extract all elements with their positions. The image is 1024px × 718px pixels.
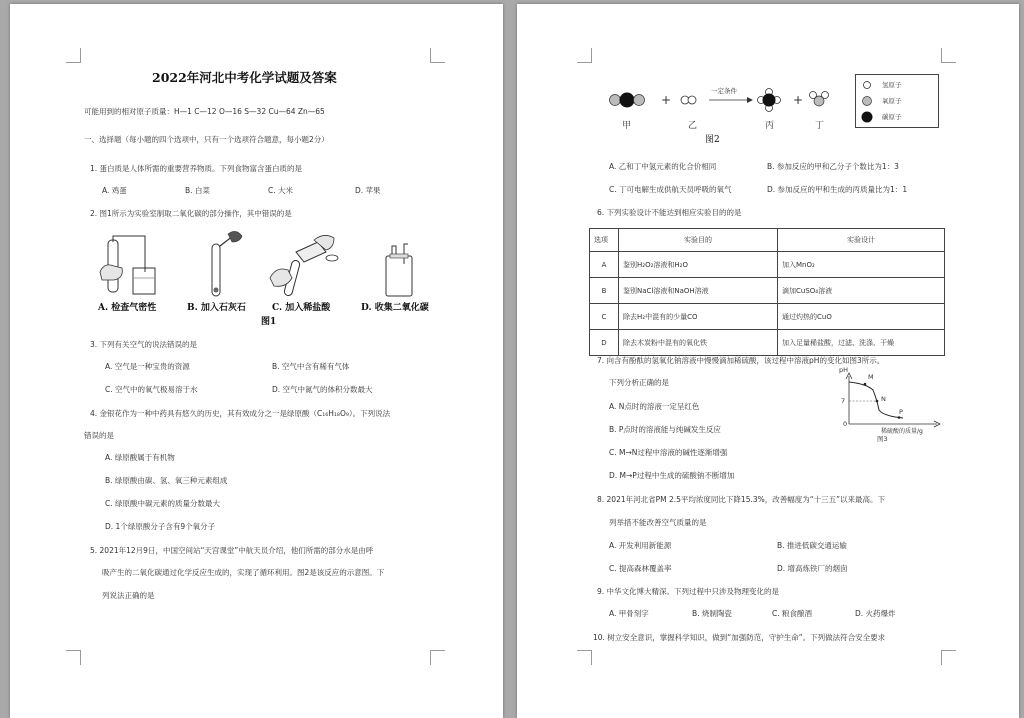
table-cell: D <box>590 330 619 356</box>
q3-option: A. 空气是一种宝贵的资源 <box>105 362 190 371</box>
table-header: 实验设计 <box>778 229 945 252</box>
table-row <box>590 330 945 356</box>
question-1: 1. 蛋白质是人体所需的重要营养物质。下列食物富含蛋白质的是 <box>90 164 303 173</box>
table-cell: B <box>590 278 619 304</box>
svg-text:+: + <box>793 93 804 107</box>
legend-oxygen: 氧原子 <box>882 97 902 105</box>
figure-label-b: B. 加入石灰石 <box>187 303 246 313</box>
q3-option: B. 空气中含有稀有气体 <box>272 362 350 371</box>
q1-option: A. 鸡蛋 <box>102 186 127 195</box>
question-5-cont: 列说法正确的是 <box>102 591 155 600</box>
question-5: 5. 2021年12月9日，中国空间站“天宫课堂”中航天员介绍，他们所需的部分水是由呼 <box>90 546 374 555</box>
q5-option: A. 乙和丁中氢元素的化合价相同 <box>609 162 717 171</box>
question-3: 3. 下列有关空气的说法错误的是 <box>90 340 198 349</box>
ph-curve-graph <box>841 370 945 430</box>
crop-mark <box>66 650 81 665</box>
figure-2-caption: 图2 <box>705 135 720 145</box>
ph-axis-label: pH <box>839 366 849 374</box>
table-cell: A <box>590 252 619 278</box>
q9-option: D. 火药爆炸 <box>855 609 896 618</box>
point-p-label: P <box>899 408 903 416</box>
question-4: 4. 金银花作为一种中药具有悠久的历史，其有效成分之一是绿原酸（C₁₆H₁₈O₉）。下列说法 <box>90 409 391 418</box>
q5-option: D. 参加反应的甲和生成的丙质量比为1：1 <box>767 185 908 194</box>
q9-option: C. 粮食酿酒 <box>772 609 813 618</box>
q7-option: C. M→N过程中溶液的碱性逐渐增强 <box>609 448 728 457</box>
table-cell: 除去H₂中混有的少量CO <box>619 304 778 330</box>
q5-option: B. 参加反应的甲和乙分子个数比为1：3 <box>767 162 899 171</box>
crop-mark <box>430 48 445 63</box>
table-header: 选项 <box>590 229 619 252</box>
q7-option: D. M→P过程中生成的硫酸钠不断增加 <box>609 471 735 480</box>
question-10: 10. 树立安全意识，掌握科学知识，做到“加强防范，守护生命”。下列做法符合安全要求 <box>593 633 886 642</box>
question-8-cont: 列举措不能改善空气质量的是 <box>609 518 707 527</box>
crop-mark <box>941 48 956 63</box>
q4-option: B. 绿原酸由碳、氢、氧三种元素组成 <box>105 476 228 485</box>
legend-atom-icons <box>860 79 874 125</box>
molecule-label-jia: 甲 <box>622 121 632 131</box>
atomic-masses: 可能用到的相对原子质量：H—1 C—12 O—16 S—32 Cu—64 Zn—65 <box>84 107 325 116</box>
figure-label-d: D. 收集二氧化碳 <box>361 303 429 313</box>
table-cell: 加入MnO₂ <box>778 252 945 278</box>
question-6: 6. 下列实验设计不能达到相应实验目的的是 <box>597 208 742 217</box>
page-title: 2022年河北中考化学试题及答案 <box>152 70 337 85</box>
gas-tightness-check-illustration <box>100 232 160 300</box>
q1-option: C. 大米 <box>268 186 294 195</box>
q4-option: C. 绿原酸中碳元素的质量分数最大 <box>105 499 221 508</box>
table-cell: 鉴别NaCl溶液和NaOH溶液 <box>619 278 778 304</box>
molecule-label-yi: 乙 <box>688 121 698 131</box>
add-limestone-illustration <box>202 230 252 300</box>
crop-mark <box>577 650 592 665</box>
add-dilute-hcl-illustration <box>268 232 343 300</box>
question-4-cont: 错误的是 <box>84 431 114 440</box>
q9-option: A. 甲骨刻字 <box>609 609 649 618</box>
document-page-2 <box>517 4 1019 718</box>
question-7-cont: 下列分析正确的是 <box>609 378 669 387</box>
section-heading: 一、选择题（每小题的四个选项中，只有一个选项符合题意，每小题2分） <box>84 135 329 144</box>
table-cell: 加入足量稀盐酸，过滤、洗涤、干燥 <box>778 330 945 356</box>
crop-mark <box>430 650 445 665</box>
molecule-label-bing: 丙 <box>765 121 775 131</box>
point-n-label: N <box>881 395 886 403</box>
table-cell: C <box>590 304 619 330</box>
q8-option: B. 推进低碳交通运输 <box>777 541 847 550</box>
legend-hydrogen: 氢原子 <box>882 81 902 89</box>
atom-legend <box>855 74 939 128</box>
collect-co2-bottle-illustration <box>382 242 422 300</box>
question-9: 9. 中华文化博大精深。下列过程中只涉及物理变化的是 <box>597 587 780 596</box>
figure-label-a: A. 检查气密性 <box>98 303 157 313</box>
table-header: 实验目的 <box>619 229 778 252</box>
table-row <box>590 304 945 330</box>
graph-x-axis-label: 稀硫酸的质量/g <box>881 428 923 435</box>
crop-mark <box>577 48 592 63</box>
q9-option: B. 烧制陶瓷 <box>692 609 732 618</box>
reaction-condition: 一定条件 <box>711 87 737 95</box>
figure-3-caption: 图3 <box>877 435 888 443</box>
table-cell: 滴加CuSO₄溶液 <box>778 278 945 304</box>
q3-option: C. 空气中的氧气极易溶于水 <box>105 385 198 394</box>
figure-label-c: C. 加入稀盐酸 <box>272 303 331 313</box>
figure-1-caption: 图1 <box>261 317 277 327</box>
table-row <box>590 252 945 278</box>
table-cell: 通过灼热的CuO <box>778 304 945 330</box>
legend-carbon: 碳原子 <box>882 113 902 121</box>
q7-option: B. P点时的溶液能与纯碱发生反应 <box>609 425 721 434</box>
q4-option: D. 1个绿原酸分子含有9个氧分子 <box>105 522 216 531</box>
q1-option: D. 苹果 <box>355 186 381 195</box>
q4-option: A. 绿原酸属于有机物 <box>105 453 175 462</box>
table-row <box>590 278 945 304</box>
table-cell: 鉴别H₂O₂溶液和H₂O <box>619 252 778 278</box>
question-7: 7. 向含有酚酞的氢氧化钠溶液中慢慢滴加稀硫酸，该过程中溶液pH的变化如图3所示。 <box>597 356 885 365</box>
point-m-label: M <box>868 373 874 381</box>
ph-tick-7: 7 <box>841 397 846 405</box>
table-cell: 除去木炭粉中混有的氧化铁 <box>619 330 778 356</box>
graph-origin: 0 <box>843 420 848 428</box>
svg-text:+: + <box>661 93 672 107</box>
q8-option: C. 提高森林覆盖率 <box>609 564 672 573</box>
q5-option: C. 丁可电解生成供航天员呼吸的氧气 <box>609 185 732 194</box>
q1-option: B. 白菜 <box>185 186 210 195</box>
table-header-row <box>590 229 945 252</box>
crop-mark <box>66 48 81 63</box>
q3-option: D. 空气中氮气的体积分数最大 <box>272 385 373 394</box>
question-2: 2. 图1所示为实验室制取二氧化碳的部分操作，其中错误的是 <box>90 209 292 218</box>
experiment-table <box>589 228 945 356</box>
q8-option: D. 增高炼铁厂的烟囱 <box>777 564 848 573</box>
question-8: 8. 2021年河北省PM 2.5平均浓度同比下降15.3%，改善幅度为“十三五”以来最高。下 <box>597 495 886 504</box>
q8-option: A. 开发利用新能源 <box>609 541 672 550</box>
crop-mark <box>941 650 956 665</box>
molecule-label-ding: 丁 <box>815 121 825 131</box>
q7-option: A. N点时的溶液一定呈红色 <box>609 402 700 411</box>
document-page-1 <box>10 4 503 718</box>
question-5-cont: 吸产生的二氧化碳通过化学反应生成的，实现了循环利用。图2是该反应的示意图。下 <box>102 568 385 577</box>
